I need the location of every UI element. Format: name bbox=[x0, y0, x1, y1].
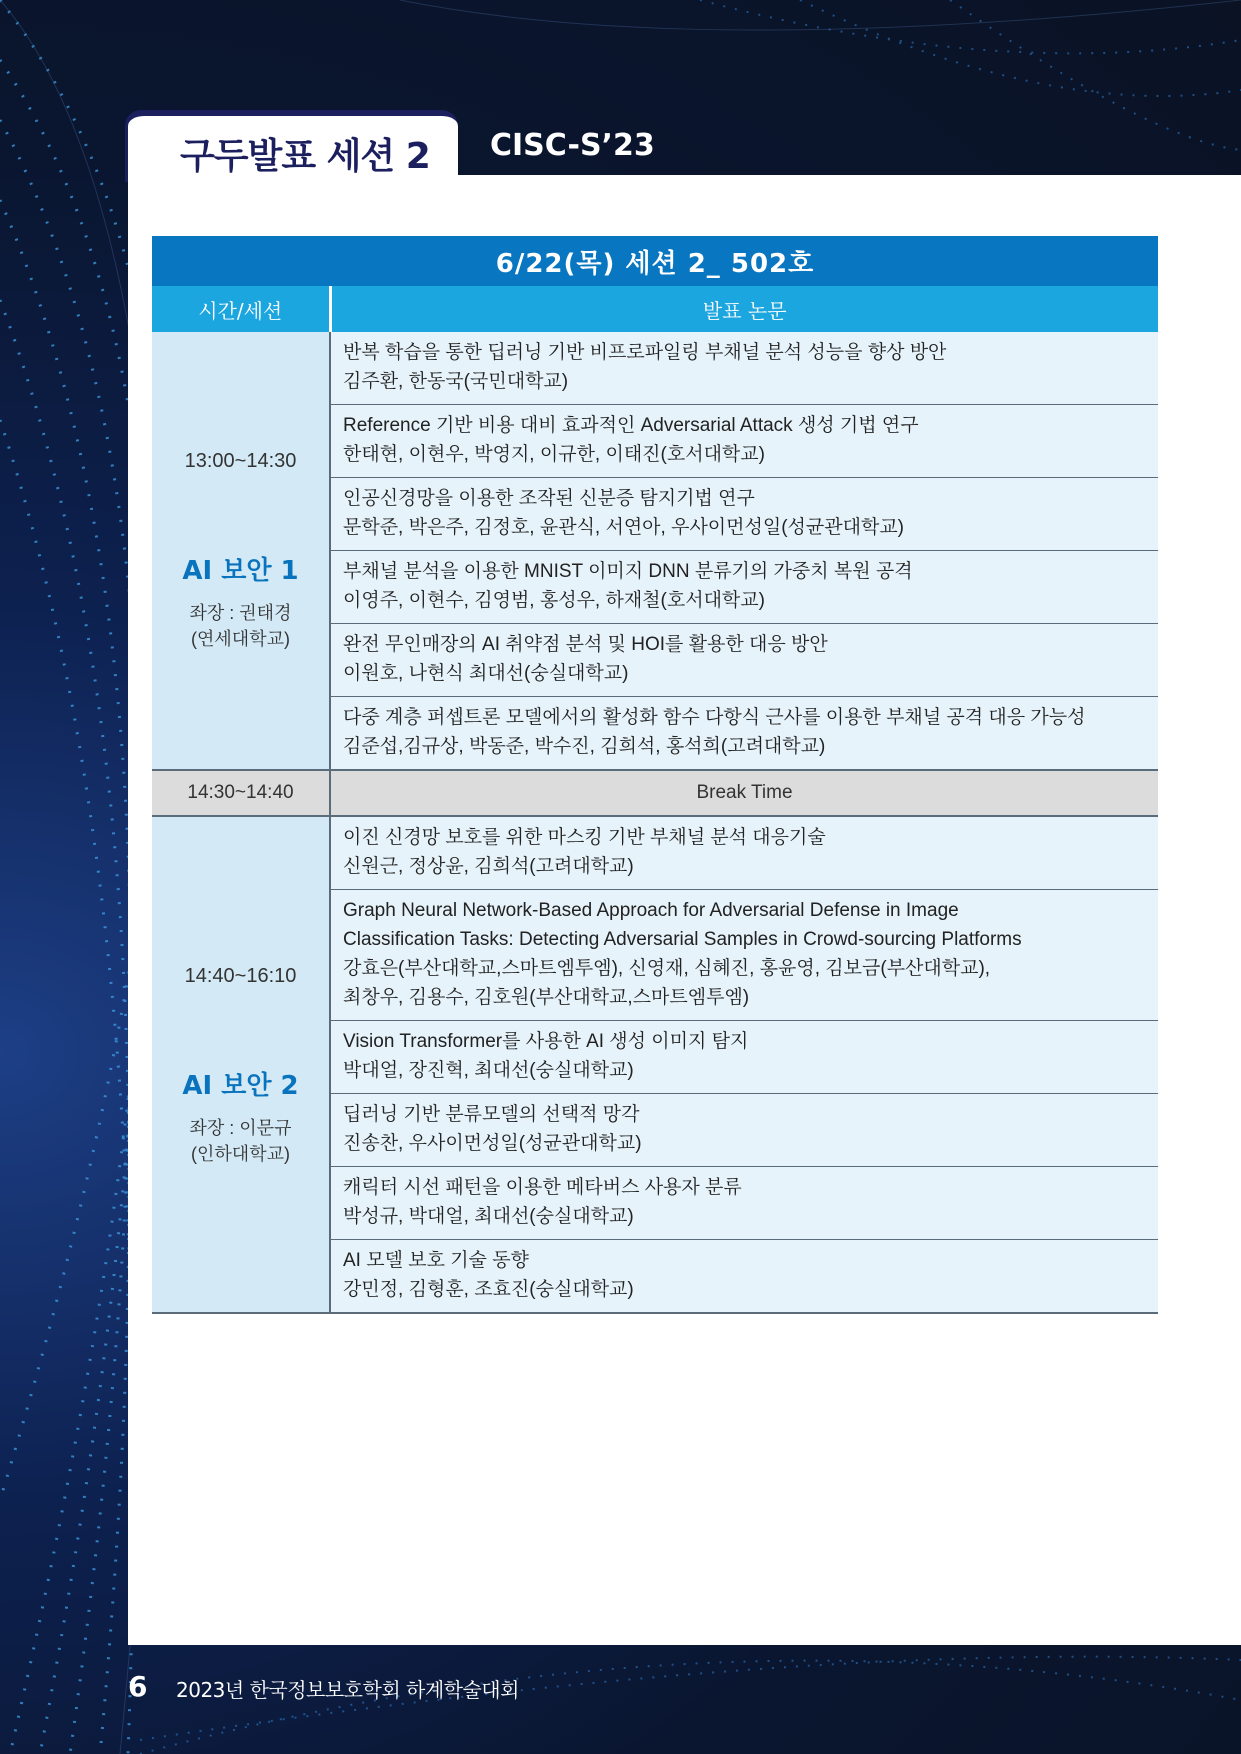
paper-cell bbox=[330, 1240, 1158, 1314]
paper-title: 다중 계층 퍼셉트론 모델에서의 활성화 함수 다항식 근사를 이용한 부채널 공격 대응 가능성 bbox=[343, 707, 1086, 728]
paper-title: AI 모델 보호 기술 동향 bbox=[343, 1250, 529, 1271]
session-2-info bbox=[152, 816, 330, 1313]
session-2-name: AI 보안 2 bbox=[182, 1071, 299, 1101]
paper-authors: 박대얼, 장진혁, 최대선(숭실대학교) bbox=[343, 1060, 634, 1081]
paper-authors: 강민정, 김형훈, 조효진(숭실대학교) bbox=[343, 1279, 634, 1300]
schedule-table bbox=[152, 236, 1158, 1314]
header-time-session: 시간/세션 bbox=[152, 286, 330, 332]
paper-title: 완전 무인매장의 AI 취약점 분석 및 HOI를 활용한 대응 방안 bbox=[343, 634, 828, 655]
paper-authors: 이영주, 이현수, 김영범, 홍성우, 하재철(호서대학교) bbox=[343, 590, 765, 611]
paper-title: Reference 기반 비용 대비 효과적인 Adversarial Attack 생성 기법 연구 bbox=[343, 415, 919, 436]
conference-tab: CISC-S’23 bbox=[490, 128, 655, 163]
table-title: 6/22(목) 세션 2_ 502호 bbox=[152, 236, 1158, 286]
paper-cell bbox=[330, 1167, 1158, 1240]
paper-cell bbox=[330, 1021, 1158, 1094]
paper-cell bbox=[330, 816, 1158, 890]
chair-affiliation: (인하대학교) bbox=[191, 1144, 290, 1164]
session-1-info bbox=[152, 332, 330, 770]
page-number: 6 bbox=[128, 1670, 148, 1703]
paper-title: 부채널 분석을 이용한 MNIST 이미지 DNN 분류기의 가중치 복원 공격 bbox=[343, 561, 913, 582]
paper-title: 딥러닝 기반 분류모델의 선택적 망각 bbox=[343, 1104, 640, 1125]
paper-authors: 진송찬, 우사이먼성일(성균관대학교) bbox=[343, 1133, 642, 1154]
paper-authors: 신원근, 정상윤, 김희석(고려대학교) bbox=[343, 856, 634, 877]
paper-authors: 문학준, 박은주, 김정호, 윤관식, 서연아, 우사이먼성일(성균관대학교) bbox=[343, 517, 905, 538]
table-header-row bbox=[152, 286, 1158, 332]
session-1-chair bbox=[152, 600, 329, 652]
chair-name: 좌장 : 권태경 bbox=[189, 603, 292, 623]
table-row bbox=[152, 332, 1158, 405]
paper-cell bbox=[330, 624, 1158, 697]
break-time: 14:30~14:40 bbox=[152, 770, 330, 816]
paper-cell bbox=[330, 1094, 1158, 1167]
paper-authors: 이원호, 나현식 최대선(숭실대학교) bbox=[343, 663, 629, 684]
paper-cell bbox=[330, 332, 1158, 405]
table-row bbox=[152, 816, 1158, 890]
paper-cell bbox=[330, 551, 1158, 624]
chair-name: 좌장 : 이문규 bbox=[189, 1118, 292, 1138]
paper-cell bbox=[330, 478, 1158, 551]
session-2-time: 14:40~16:10 bbox=[184, 965, 297, 987]
header-papers: 발표 논문 bbox=[330, 286, 1158, 332]
chair-affiliation: (연세대학교) bbox=[191, 629, 290, 649]
paper-authors-line2: 최창우, 김용수, 김호원(부산대학교,스마트엠투엠) bbox=[343, 987, 750, 1008]
paper-authors: 김준섭,김규상, 박동준, 박수진, 김희석, 홍석희(고려대학교) bbox=[343, 736, 826, 757]
table-title-row bbox=[152, 236, 1158, 286]
paper-authors: 강효은(부산대학교,스마트엠투엠), 신영재, 심혜진, 홍윤영, 김보금(부산대학교), bbox=[343, 958, 991, 979]
break-label: Break Time bbox=[330, 770, 1158, 816]
paper-title: 이진 신경망 보호를 위한 마스킹 기반 부채널 분석 대응기술 bbox=[343, 827, 826, 848]
paper-title: 캐릭터 시선 패턴을 이용한 메타버스 사용자 분류 bbox=[343, 1177, 742, 1198]
paper-title: Vision Transformer를 사용한 AI 생성 이미지 탐지 bbox=[343, 1031, 749, 1052]
session-1-time: 13:00~14:30 bbox=[184, 450, 297, 472]
paper-title: 반복 학습을 통한 딥러닝 기반 비프로파일링 부채널 분석 성능을 향상 방안 bbox=[343, 342, 947, 363]
break-row bbox=[152, 770, 1158, 816]
paper-title: 인공신경망을 이용한 조작된 신분증 탐지기법 연구 bbox=[343, 488, 755, 509]
paper-cell bbox=[330, 405, 1158, 478]
session-2-chair bbox=[152, 1115, 329, 1167]
paper-authors: 김주환, 한동국(국민대학교) bbox=[343, 371, 569, 392]
paper-authors: 한태현, 이현우, 박영지, 이규한, 이태진(호서대학교) bbox=[343, 444, 765, 465]
section-title: 구두발표 세션 2 bbox=[180, 136, 430, 177]
paper-title: Graph Neural Network-Based Approach for Adversarial Defense in Image bbox=[343, 900, 959, 921]
paper-cell bbox=[330, 890, 1158, 1021]
paper-title-line2: Classification Tasks: Detecting Adversarial Samples in Crowd-sourcing Platforms bbox=[343, 929, 1022, 950]
paper-authors: 박성규, 박대얼, 최대선(숭실대학교) bbox=[343, 1206, 634, 1227]
paper-cell bbox=[330, 697, 1158, 771]
footer-text: 2023년 한국정보보호학회 하계학술대회 bbox=[176, 1678, 519, 1702]
session-1-name: AI 보안 1 bbox=[182, 556, 299, 586]
